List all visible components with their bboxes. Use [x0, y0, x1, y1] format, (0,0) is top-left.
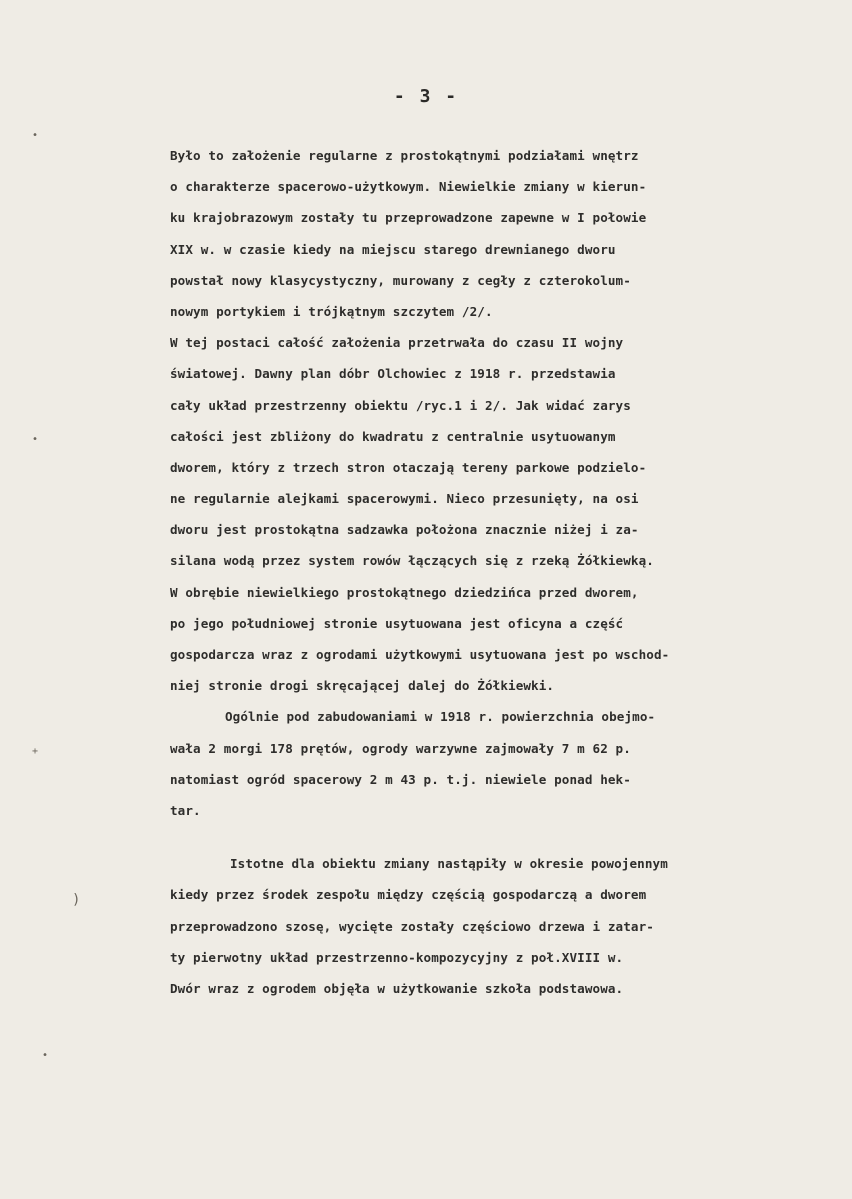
paragraph-gap [170, 826, 840, 848]
text-line: nowym portykiem i trójkątnym szczytem /2/. [170, 303, 493, 319]
text-line: o charakterze spacerowo-użytkowym. Niewielkie zmiany w kierun- [170, 179, 647, 195]
text-line: niej stronie drogi skręcającej dalej do Żółkiewki. [170, 678, 555, 694]
text-line: ne regularnie alejkami spacerowymi. Nieco przesunięty, na osi [170, 491, 639, 507]
margin-mark: • [42, 1050, 49, 1061]
text-line: wała 2 morgi 178 prętów, ogrody warzywne zajmowały 7 m 62 p. [170, 740, 631, 756]
margin-mark: + [32, 746, 39, 757]
text-line: kiedy przez środek zespołu między częścią gospodarczą a dworem [170, 887, 647, 903]
text-line: Ogólnie pod zabudowaniami w 1918 r. powierzchnia obejmo- [225, 709, 656, 725]
text-line: tar. [170, 802, 201, 818]
text-line: ty pierwotny układ przestrzenno-kompozycyjny z poł.XVIII w. [170, 949, 624, 965]
margin-mark: • [32, 434, 39, 445]
text-line: całości jest zbliżony do kwadratu z centralnie usytuowanym [170, 428, 616, 444]
text-line: Istotne dla obiektu zmiany nastąpiły w okresie powojennym [230, 856, 668, 872]
text-line: cały układ przestrzenny obiektu /ryc.1 i 2/. Jak widać zarys [170, 397, 631, 413]
text-line: XIX w. w czasie kiedy na miejscu starego drewnianego dworu [170, 241, 616, 257]
text-line: Było to założenie regularne z prostokątnymi podziałami wnętrz [170, 148, 639, 163]
text-line: natomiast ogród spacerowy 2 m 43 p. t.j. niewiele ponad hek- [170, 771, 631, 787]
text-line: przeprowadzono szosę, wycięte zostały częściowo drzewa i zatar- [170, 918, 654, 934]
text-line: gospodarcza wraz z ogrodami użytkowymi usytuowana jest po wschod- [170, 647, 670, 662]
text-line: dworem, który z trzech stron otaczają tereny parkowe podzielo- [170, 459, 647, 475]
text-line: ku krajobrazowym zostały tu przeprowadzone zapewne w I połowie [170, 210, 647, 226]
body-text [170, 140, 840, 1004]
text-line: W obrębie niewielkiego prostokątnego dziedzińca przed dworem, [170, 584, 639, 600]
margin-mark: • [32, 130, 39, 141]
text-line: po jego południowej stronie usytuowana jest oficyna a część [170, 615, 624, 631]
text-line: W tej postaci całość założenia przetrwała do czasu II wojny [170, 335, 624, 351]
margin-mark: ) [72, 892, 81, 908]
text-line: dworu jest prostokątna sadzawka położona znacznie niżej i za- [170, 522, 639, 538]
text-line: silana wodą przez system rowów łączących się z rzeką Żółkiewką. [170, 553, 654, 569]
text-line: powstał nowy klasycystyczny, murowany z cegły z czterokolum- [170, 272, 631, 288]
text-line: światowej. Dawny plan dóbr Olchowiec z 1918 r. przedstawia [170, 366, 616, 382]
text-line: Dwór wraz z ogrodem objęła w użytkowanie szkoła podstawowa. [170, 980, 624, 996]
page-number: - 3 - [393, 86, 459, 107]
